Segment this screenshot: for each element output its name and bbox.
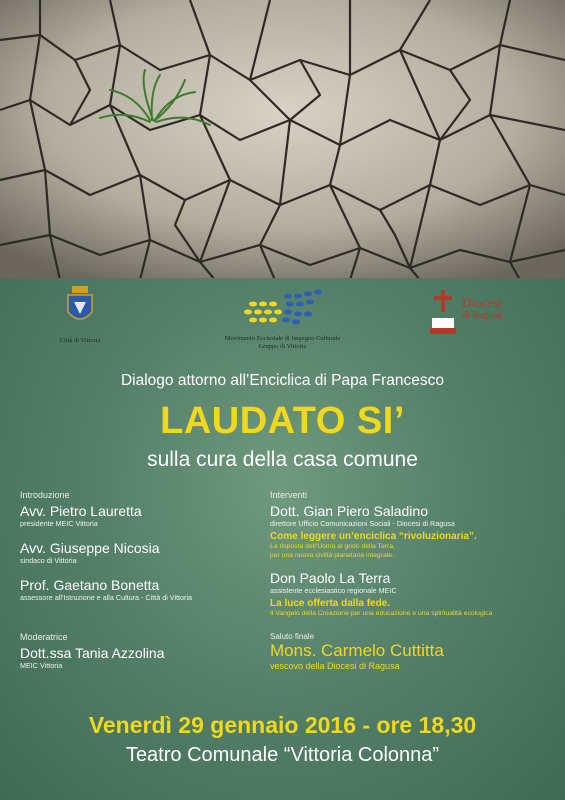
intro-label: Introduzione	[20, 490, 70, 500]
speaker-role: presidente MEIC Vittoria	[20, 519, 98, 528]
talk-title: La luce offerta dalla fede.	[270, 598, 391, 609]
final-greeting-label: Saluto finale	[270, 632, 315, 641]
cracked-earth-illustration	[0, 0, 565, 280]
talk-title: Come leggere un’enciclica “rivoluzionaria”.	[270, 531, 477, 542]
speaker-name: Don Paolo La Terra	[270, 570, 391, 586]
meic-dots-icon	[238, 288, 328, 332]
moderator-role: MEIC Vittoria	[20, 661, 63, 670]
interventions-label: Interventi	[270, 490, 308, 500]
left-column	[20, 490, 260, 670]
speaker-role: assistente ecclesiastico regionale MEIC	[270, 586, 397, 595]
talk-description: per una nuova civiltà planetaria integrale.	[270, 552, 394, 559]
speaker-role: sindaco di Vittoria	[20, 556, 77, 565]
event-title: LAUDATO SI’	[160, 400, 405, 442]
diocese-logo	[428, 288, 538, 340]
event-date: Venerdì 29 gennaio 2016 - ore 18,30	[88, 712, 477, 738]
speaker-block	[20, 540, 260, 565]
moderator-name: Dott.ssa Tania Azzolina	[20, 645, 165, 661]
meic-logo	[200, 288, 365, 351]
diocese-name: Diocesi	[462, 295, 502, 310]
speaker-block	[20, 577, 260, 602]
speaker-name: Prof. Gaetano Bonetta	[20, 577, 160, 593]
moderator-label: Moderatrice	[20, 632, 68, 642]
event-venue: Teatro Comunale “Vittoria Colonna”	[125, 744, 440, 766]
event-subtitle: Dialogo attorno all’Enciclica di Papa Francesco	[120, 372, 445, 389]
final-speaker-role: vescovo della Diocesi di Ragusa	[270, 661, 400, 671]
speaker-name: Avv. Pietro Lauretta	[20, 503, 142, 519]
speaker-block	[20, 503, 260, 528]
speaker-name: Avv. Giuseppe Nicosia	[20, 540, 160, 556]
speaker-block	[270, 570, 555, 618]
talk-description: La risposta dell’Uomo al grido della Terra,	[270, 543, 395, 550]
diocese-place: di Ragusa	[462, 310, 502, 321]
speaker-role: direttore Ufficio Comunicazioni Sociali - Diocesi di Ragusa	[270, 519, 455, 528]
moderator-block	[20, 645, 260, 670]
final-speaker-name: Mons. Carmelo Cuttitta	[270, 641, 444, 660]
meic-group-label: Gruppo di Vittoria	[258, 343, 307, 350]
speaker-role: assessore all’Istruzione e alla Cultura - Città di Vittoria	[20, 593, 193, 602]
city-label: Città di Vittoria	[59, 337, 101, 344]
speaker-name: Dott. Gian Piero Saladino	[270, 503, 428, 519]
logo-row	[0, 280, 565, 360]
meic-label: Movimento Ecclesiale di Impegno Culturale	[224, 335, 341, 342]
coat-of-arms-icon	[66, 286, 94, 326]
speaker-block	[270, 503, 555, 560]
city-logo	[40, 286, 120, 345]
talk-description: Il Vangelo della Creazione per una educazione e una spiritualità ecologica	[270, 610, 493, 617]
diocese-emblem-icon	[428, 288, 458, 340]
event-tagline: sulla cura della casa comune	[147, 448, 418, 471]
cracked-earth-photo	[0, 0, 565, 280]
right-column	[270, 490, 555, 671]
